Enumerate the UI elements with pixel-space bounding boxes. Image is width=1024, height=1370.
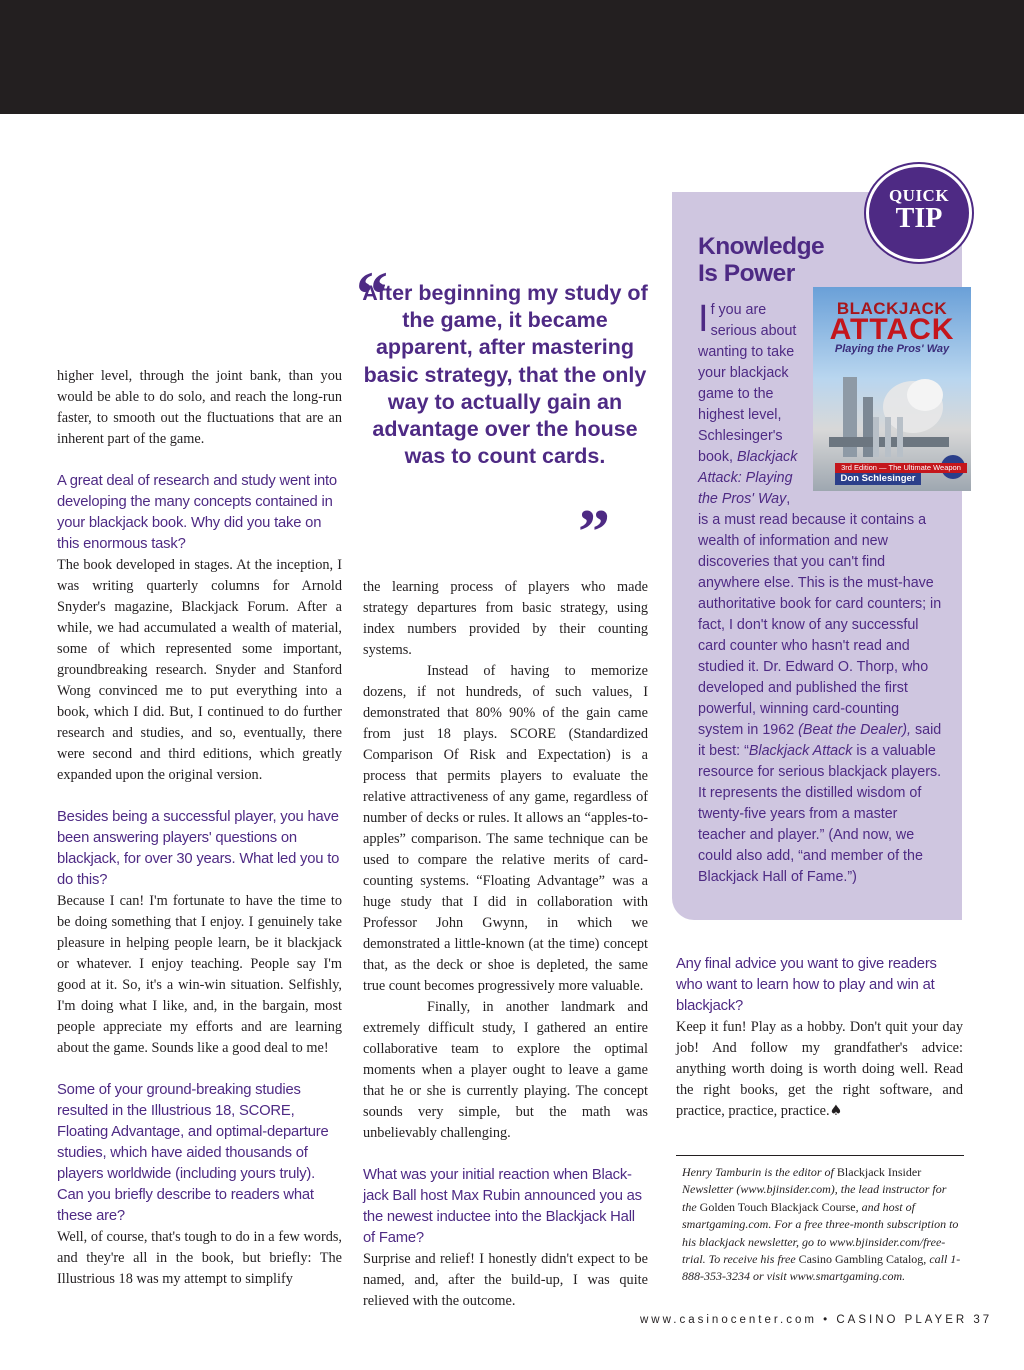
pull-quote: After beginning my study of the game, it became apparent, after mastering basic strategy, that the only way to actually gain an advantage over the house was to count cards.	[362, 281, 648, 469]
answer-answering-players: Because I can! I'm fortunate to have the time to be doing something that I enjoy. I genuinely take pleasure in helping people learn, be it blackjack or whatever. I enjoy teaching. People say I'm good at it. So, it's a win-win situation. Selfishly, I'm doing what I like, and, in the bargain, most people appreciate my efforts and are learning about the game. Sounds like a good deal to me!	[57, 893, 342, 1056]
cover-title-2: ATTACK	[829, 313, 955, 346]
bio-divider	[676, 1155, 964, 1156]
answer-research: The book developed in stages. At the inception, I was writing quarterly columns for Arnold Snyder's magazine, Blackjack Forum. After a while, we had accumulated a wealth of material, some of which represented some important, groundbreaking research. Snyder and Stanford Wong convinced me to put everything into a book, which I did. But, I continued to do further research and studies, and so, eventually, there were second and third editions, which greatly expanded upon the original version.	[57, 557, 342, 783]
article-column-1	[57, 366, 342, 1290]
bio-catalog-name: Casino Gambling Catalog,	[798, 1252, 927, 1267]
question-research: A great deal of research and study went into developing the many concepts contained in your blackjack book. Why did you take on this enormous task?	[57, 473, 337, 552]
answer-studies: Well, of course, that's tough to do in a few words, and they're all in the book, but briefly: The Illustrious 18 was my attempt to simplify	[57, 1229, 342, 1287]
author-bio	[682, 1164, 962, 1286]
tip-title-line-1: Knowledge	[698, 233, 825, 260]
question-hall-of-fame: What was your initial reaction when Black-jack Ball host Max Rubin announced you as the newest inductee into the Blackjack Hall of Fame?	[363, 1167, 642, 1246]
bio-text-4: call 1-888-353-3234 or visit www.smartgaming.com.	[682, 1252, 961, 1284]
article-column-3	[676, 954, 963, 1122]
question-studies: Some of your ground-breaking studies resulted in the Illustrious 18, SCORE, Floating Advantage, and optimal-departure studies, which have aided thousands of players worldwide (including yours truly). Can you briefly describe to readers what these are?	[57, 1082, 329, 1224]
bio-course-name: Golden Touch Blackjack Course,	[699, 1199, 859, 1214]
spade-icon: ♠	[829, 1103, 843, 1119]
tip-text-narrow: If you are serious about wanting to take your blackjack game to the highest level, Schlesinger's book, Blackjack Attack: Playing the Pros' Way,	[698, 298, 798, 507]
bio-newsletter-name: Blackjack Insider	[836, 1165, 922, 1179]
page-footer: www.casinocenter.com • CASINO PLAYER 37	[640, 1314, 993, 1326]
bio-text-1: Henry Tamburin is the editor of	[682, 1165, 834, 1179]
paragraph-optimal-departure: Finally, in another landmark and extremely difficult study, I gathered an entire collaborative team to explore the optimal moments when a player ought to leave a game that he or she is currently playing. The concept sounds very simple, but the math was unbelievably challenging.	[363, 999, 648, 1141]
tip-title	[698, 233, 878, 287]
article-column-2	[363, 577, 648, 1312]
quick-tip-badge	[866, 164, 972, 262]
tip-body-3: is a valuable resource for serious blackjack players. It represents the distilled wisdom of twenty-five years from a master teacher and player.” (And now, we could also add, “and member of the Blackjack Hall of Fame.”)	[698, 743, 942, 885]
tip-body-2: said it best: “	[698, 722, 942, 759]
bio-text-3: and host of smartgaming.com. For a free three-month subscription to his blackjack newsletter, go to www.bjinsider.com/free-trial. To receive his free	[682, 1199, 959, 1267]
close-quote-mark: ”	[578, 496, 610, 567]
cover-title-1: BLACKJACK	[836, 299, 948, 318]
top-black-band	[0, 0, 1024, 114]
cover-author: Don Schlesinger	[835, 473, 921, 485]
badge-tip-label: TIP	[895, 203, 943, 234]
answer-final-advice	[676, 1017, 963, 1122]
paragraph-score: Instead of having to memorize dozens, if not hundreds, of such values, I demonstrated that 80% 90% of the gain came from just 18 plays. SCORE (Standardized Comparison Of Risk and Expectation) is a process that permits players to evaluate the relative attractiveness of any game, regardless of number of decks or rules. It allows an “apples-to-apples” comparison. The same technique can be used to compare the relative merits of card-counting systems. “Floating Advantage” was a huge study that I did in collaboration with Professor John Gwynn, in which we demonstrated a little-known (at the time) concept that, as the deck or shoe is depleted, the same true count becomes progressively more valuable.	[363, 663, 648, 994]
tip-intro: f you are serious about wanting to take your blackjack game to the highest level, Schlesinger's book,	[698, 302, 797, 465]
tip-book-ref: Blackjack Attack	[748, 743, 853, 759]
tip-text-wide	[698, 510, 943, 888]
badge-quick-label: QUICK	[888, 186, 950, 205]
tip-book-title: Blackjack Attack: Playing the Pros' Way	[698, 449, 798, 507]
paragraph-intro: higher level, through the joint bank, than you would be able to do solo, and reach the long-run faster, to smooth out the fluctuations that are an inherent part of the game.	[57, 368, 342, 447]
tip-title-line-2: Is Power	[698, 260, 795, 287]
paragraph-learning-process: the learning process of players who made strategy departures from basic strategy, using index numbers provided by their counting systems.	[363, 579, 648, 658]
question-final-advice: Any final advice you want to give readers who want to learn how to play and win at blackjack?	[676, 956, 937, 1014]
cover-subtitle: Playing the Pros' Way	[834, 343, 950, 355]
tip-body-1: is a must read because it contains a wealth of information and new discoveries that you can't find anywhere else. This is the must-have authoritative book for card counters; in fact, I don't know of any successful card counter who hasn't read and studied it. Dr. Edward O. Thorp, who developed and published the first powerful, winning card-counting system in 1962	[698, 512, 942, 738]
cover-edition: 3rd Edition — The Ultimate Weapon	[835, 463, 967, 473]
drop-cap: I	[698, 298, 709, 340]
bio-text-2: Newsletter (www.bjinsider.com), the lead instructor for the	[682, 1182, 947, 1214]
question-answering-players: Besides being a successful player, you have been answering players' questions on blackjack, for over 30 years. What led you to do this?	[57, 809, 340, 888]
book-cover-image	[813, 287, 971, 491]
answer-hall-of-fame: Surprise and relief! I honestly didn't expect to be named, and, after the build-up, I was quite relieved with the outcome.	[363, 1251, 648, 1309]
answer-final-advice-text: Keep it fun! Play as a hobby. Don't quit your day job! And follow my grandfather's advice: anything worth doing is worth doing well. Read the right books, get the right software, and practice, practice, practice.	[676, 1019, 963, 1119]
open-quote-mark: “	[356, 258, 388, 329]
tip-beat-the-dealer: (Beat the Dealer),	[798, 722, 911, 738]
